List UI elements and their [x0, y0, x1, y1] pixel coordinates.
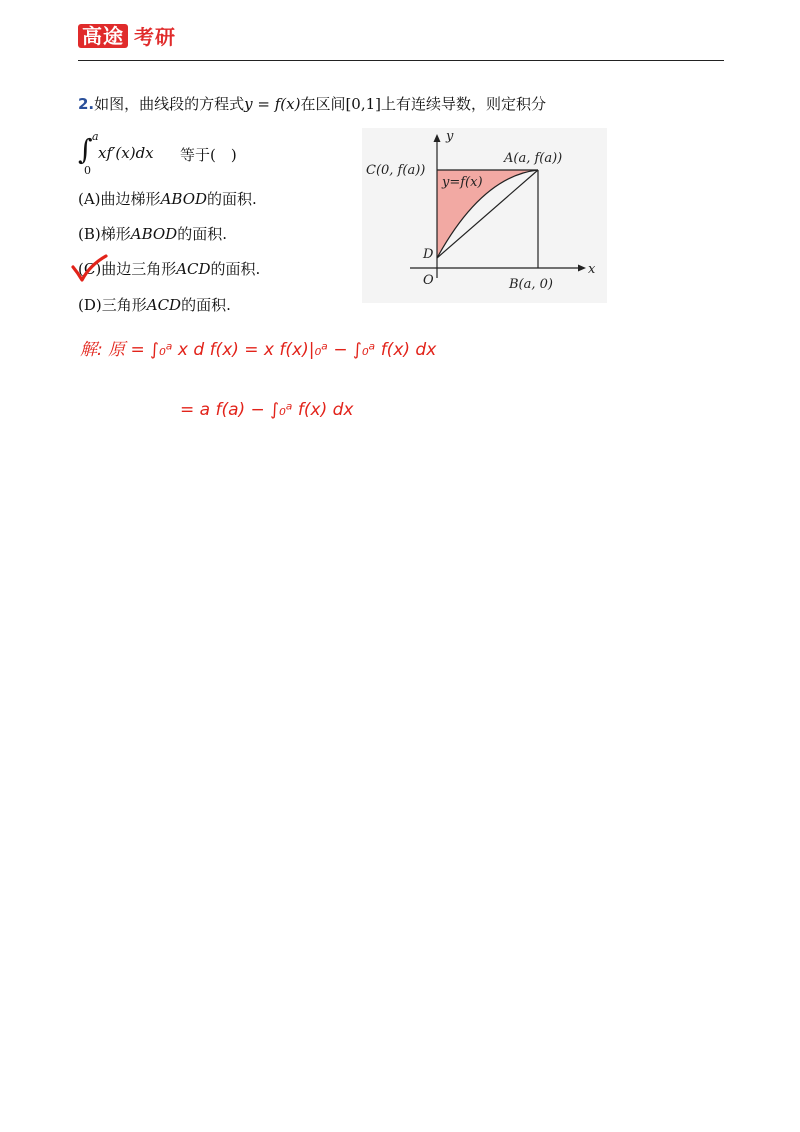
- logo-text: 考研: [134, 25, 176, 49]
- label-a: A(a, f(a)): [504, 151, 563, 166]
- option-b[interactable]: [78, 223, 227, 244]
- solution-line-2: = a f(a) − ∫₀ᵃ f(x) dx: [180, 400, 354, 420]
- brand-logo: [78, 21, 176, 50]
- option-a-var: ABOD: [160, 190, 208, 208]
- stem-equation: y = f(x): [244, 95, 301, 113]
- option-c-var: ACD: [176, 260, 211, 278]
- option-d-suffix: 的面积.: [181, 296, 231, 314]
- integrand: xf′(x)dx: [98, 144, 154, 162]
- option-b-label: (B): [78, 225, 101, 243]
- integral-lower-limit: 0: [84, 164, 91, 177]
- header-divider: [78, 60, 724, 61]
- option-c-suffix: 的面积.: [210, 260, 261, 278]
- solution-line-1: 解: 原 = ∫₀ᵃ x d f(x) = x f(x)|₀ᵃ − ∫₀ᵃ f(x) dx: [80, 340, 437, 360]
- option-d-var: ACD: [146, 296, 182, 314]
- option-c-label: (C): [78, 260, 102, 278]
- question-number: 2.: [78, 95, 95, 113]
- option-a-text: 曲边梯形: [100, 190, 161, 208]
- label-x: x: [588, 262, 596, 277]
- logo-badge: 高途: [78, 24, 128, 48]
- option-b-suffix: 的面积.: [177, 225, 227, 243]
- label-o: O: [423, 273, 434, 288]
- label-c: C(0, f(a)): [366, 163, 426, 178]
- option-b-text: 梯形: [100, 225, 131, 243]
- stem-text-pre: 如图，曲线段的方程式: [94, 95, 245, 113]
- integral-expression: [78, 132, 298, 176]
- graph-figure: [362, 128, 607, 303]
- stem-text-post: 等于( ): [180, 146, 237, 164]
- option-d-label: (D): [78, 296, 102, 314]
- handwritten-solution: [76, 325, 576, 445]
- check-mark-icon: [70, 253, 110, 283]
- option-a[interactable]: [78, 188, 257, 209]
- integral-upper-limit: a: [92, 130, 99, 143]
- option-c-text: 曲边三角形: [101, 260, 177, 278]
- label-curve: y=f(x): [442, 175, 483, 190]
- option-a-label: (A): [78, 190, 101, 208]
- label-b: B(a, 0): [509, 277, 553, 292]
- option-d[interactable]: [78, 294, 231, 315]
- question-stem: [78, 93, 546, 114]
- stem-text-mid: 在区间[0,1]上有连续导数，则定积分: [300, 95, 547, 113]
- option-a-suffix: 的面积.: [207, 190, 257, 208]
- label-d: D: [423, 247, 434, 262]
- option-d-text: 三角形: [101, 296, 147, 314]
- option-b-var: ABOD: [130, 225, 178, 243]
- integral-sign: ∫: [78, 133, 93, 166]
- label-y: y: [446, 129, 454, 144]
